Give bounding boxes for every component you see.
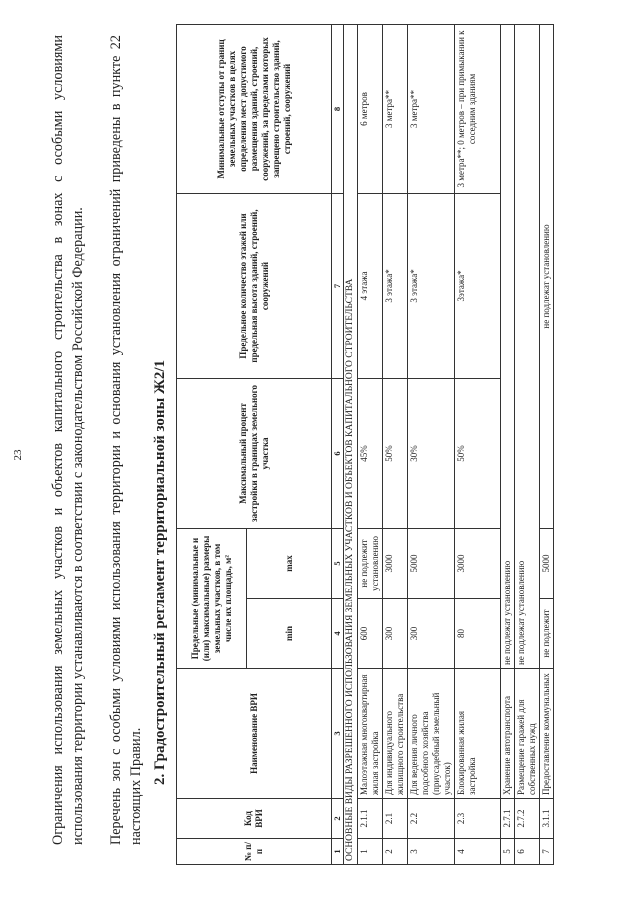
table-row: [515, 24, 540, 864]
cell-num: 3: [408, 839, 455, 865]
cell-code: 2.2: [408, 799, 455, 839]
cell-floors: 4 этажа: [358, 193, 383, 378]
col-number: 2: [332, 799, 344, 839]
cell-code: 2.3: [455, 799, 501, 839]
cell-max: 3000: [383, 528, 408, 598]
cell-code: 2.1.1: [358, 799, 383, 839]
paragraph-zone-list: Перечень зон с особыми условиями использования территории и основания установления ограничений приведены в пункте 22 настоящих Правил.: [108, 35, 144, 845]
column-numbers-row: [332, 24, 344, 864]
cell-setback: 6 метров: [358, 24, 383, 193]
cell-code: 2.7.1: [501, 799, 515, 839]
header-code: Код ВРИ: [177, 799, 332, 839]
header-num: № п/п: [177, 839, 332, 865]
group-title: ОСНОВНЫЕ ВИДЫ РАЗРЕШЕННОГО ИСПОЛЬЗОВАНИЯ ЗЕМЕЛЬНЫХ УЧАСТКОВ И ОБЪЕКТОВ КАПИТАЛЬНОГО СТРОИТЕЛЬСТВА: [344, 24, 358, 864]
col-number: 8: [332, 24, 344, 193]
header-max: max: [247, 528, 332, 598]
cell-merged: не подлежат установлению: [501, 24, 515, 668]
cell-min: 80: [455, 599, 501, 669]
section-title: 2. Градостроительный регламент территориальной зоны Ж2/1: [152, 359, 168, 785]
cell-min: 300: [408, 599, 455, 669]
cell-code: 2.1: [383, 799, 408, 839]
cell-num: 4: [455, 839, 501, 865]
cell-setback: 3 метра**: [383, 24, 408, 193]
cell-name: Блокированная жилая застройка: [455, 669, 501, 799]
cell-max: 5000: [540, 528, 554, 598]
header-setback: Минимальные отступы от границ земельных участков в целях определения мест допустимого размещения зданий, строений, сооружений, за пределами которых запрещено строительство зданий, строений, сооружений: [177, 24, 332, 193]
cell-max: не подлежит установлению: [358, 528, 383, 598]
cell-min: 600: [358, 599, 383, 669]
table-row: [408, 24, 455, 864]
cell-name: Для индивидуального жилищного строительства: [383, 669, 408, 799]
page-number: 23: [12, 449, 24, 461]
header-floors: Предельное количество этажей или предельная высота зданий, строений, сооружений: [177, 193, 332, 378]
header-size-group: Предельные (минимальные и (или) максимальные) размеры земельных участков, в том числе их площадь, м²: [177, 528, 247, 668]
group-row: [344, 24, 358, 864]
header-percent: Максимальный процент застройки в границах земельного участка: [177, 378, 332, 528]
cell-percent: 50%: [455, 378, 501, 528]
cell-setback: 3 метра**; 0 метров – при примыкании к соседним зданиям: [455, 24, 501, 193]
cell-num: 2: [383, 839, 408, 865]
cell-percent: 30%: [408, 378, 455, 528]
col-number: 6: [332, 378, 344, 528]
cell-name: Хранение автотранспорта: [501, 669, 515, 799]
cell-name: Для ведения личного подсобного хозяйства (приусадебный земельный участок): [408, 669, 455, 799]
regulation-table: [176, 24, 554, 865]
cell-name: Размещение гаражей для собственных нужд: [515, 669, 540, 799]
cell-name: Малоэтажная многоквартирная жилая застройка: [358, 669, 383, 799]
cell-setback: 3 метра**: [408, 24, 455, 193]
header-name: Наименование ВРИ: [177, 669, 332, 799]
col-number: 1: [332, 839, 344, 865]
cell-num: 6: [515, 839, 540, 865]
paragraph-restrictions: Ограничения использования земельных участков и объектов капитального строительства в зонах с особыми условиями использования территории устанавливаются в соответствии с законодательством Российской Федерации.: [50, 35, 86, 845]
header-min: min: [247, 599, 332, 669]
col-number: 5: [332, 528, 344, 598]
cell-min: 300: [383, 599, 408, 669]
cell-percent: 50%: [383, 378, 408, 528]
cell-min: не подлежит: [540, 599, 554, 669]
col-number: 4: [332, 599, 344, 669]
cell-code: 3.1.1: [540, 799, 554, 839]
cell-floors: 3 этажа*: [408, 193, 455, 378]
cell-merged: не подлежат установлению: [540, 24, 554, 528]
col-number: 3: [332, 669, 344, 799]
cell-max: 3000: [455, 528, 501, 598]
cell-merged: не подлежат установлению: [515, 24, 540, 668]
cell-floors: 3 этажа*: [383, 193, 408, 378]
cell-max: 5000: [408, 528, 455, 598]
cell-floors: 3этажа*: [455, 193, 501, 378]
cell-num: 1: [358, 839, 383, 865]
table-row: [455, 24, 501, 864]
table-row: [383, 24, 408, 864]
table-row: [358, 24, 383, 864]
cell-num: 7: [540, 839, 554, 865]
cell-name: Предоставление коммунальных: [540, 669, 554, 799]
table-row: [501, 24, 515, 864]
cell-percent: 45%: [358, 378, 383, 528]
table-row: [540, 24, 554, 864]
cell-num: 5: [501, 839, 515, 865]
col-number: 7: [332, 193, 344, 378]
cell-code: 2.7.2: [515, 799, 540, 839]
